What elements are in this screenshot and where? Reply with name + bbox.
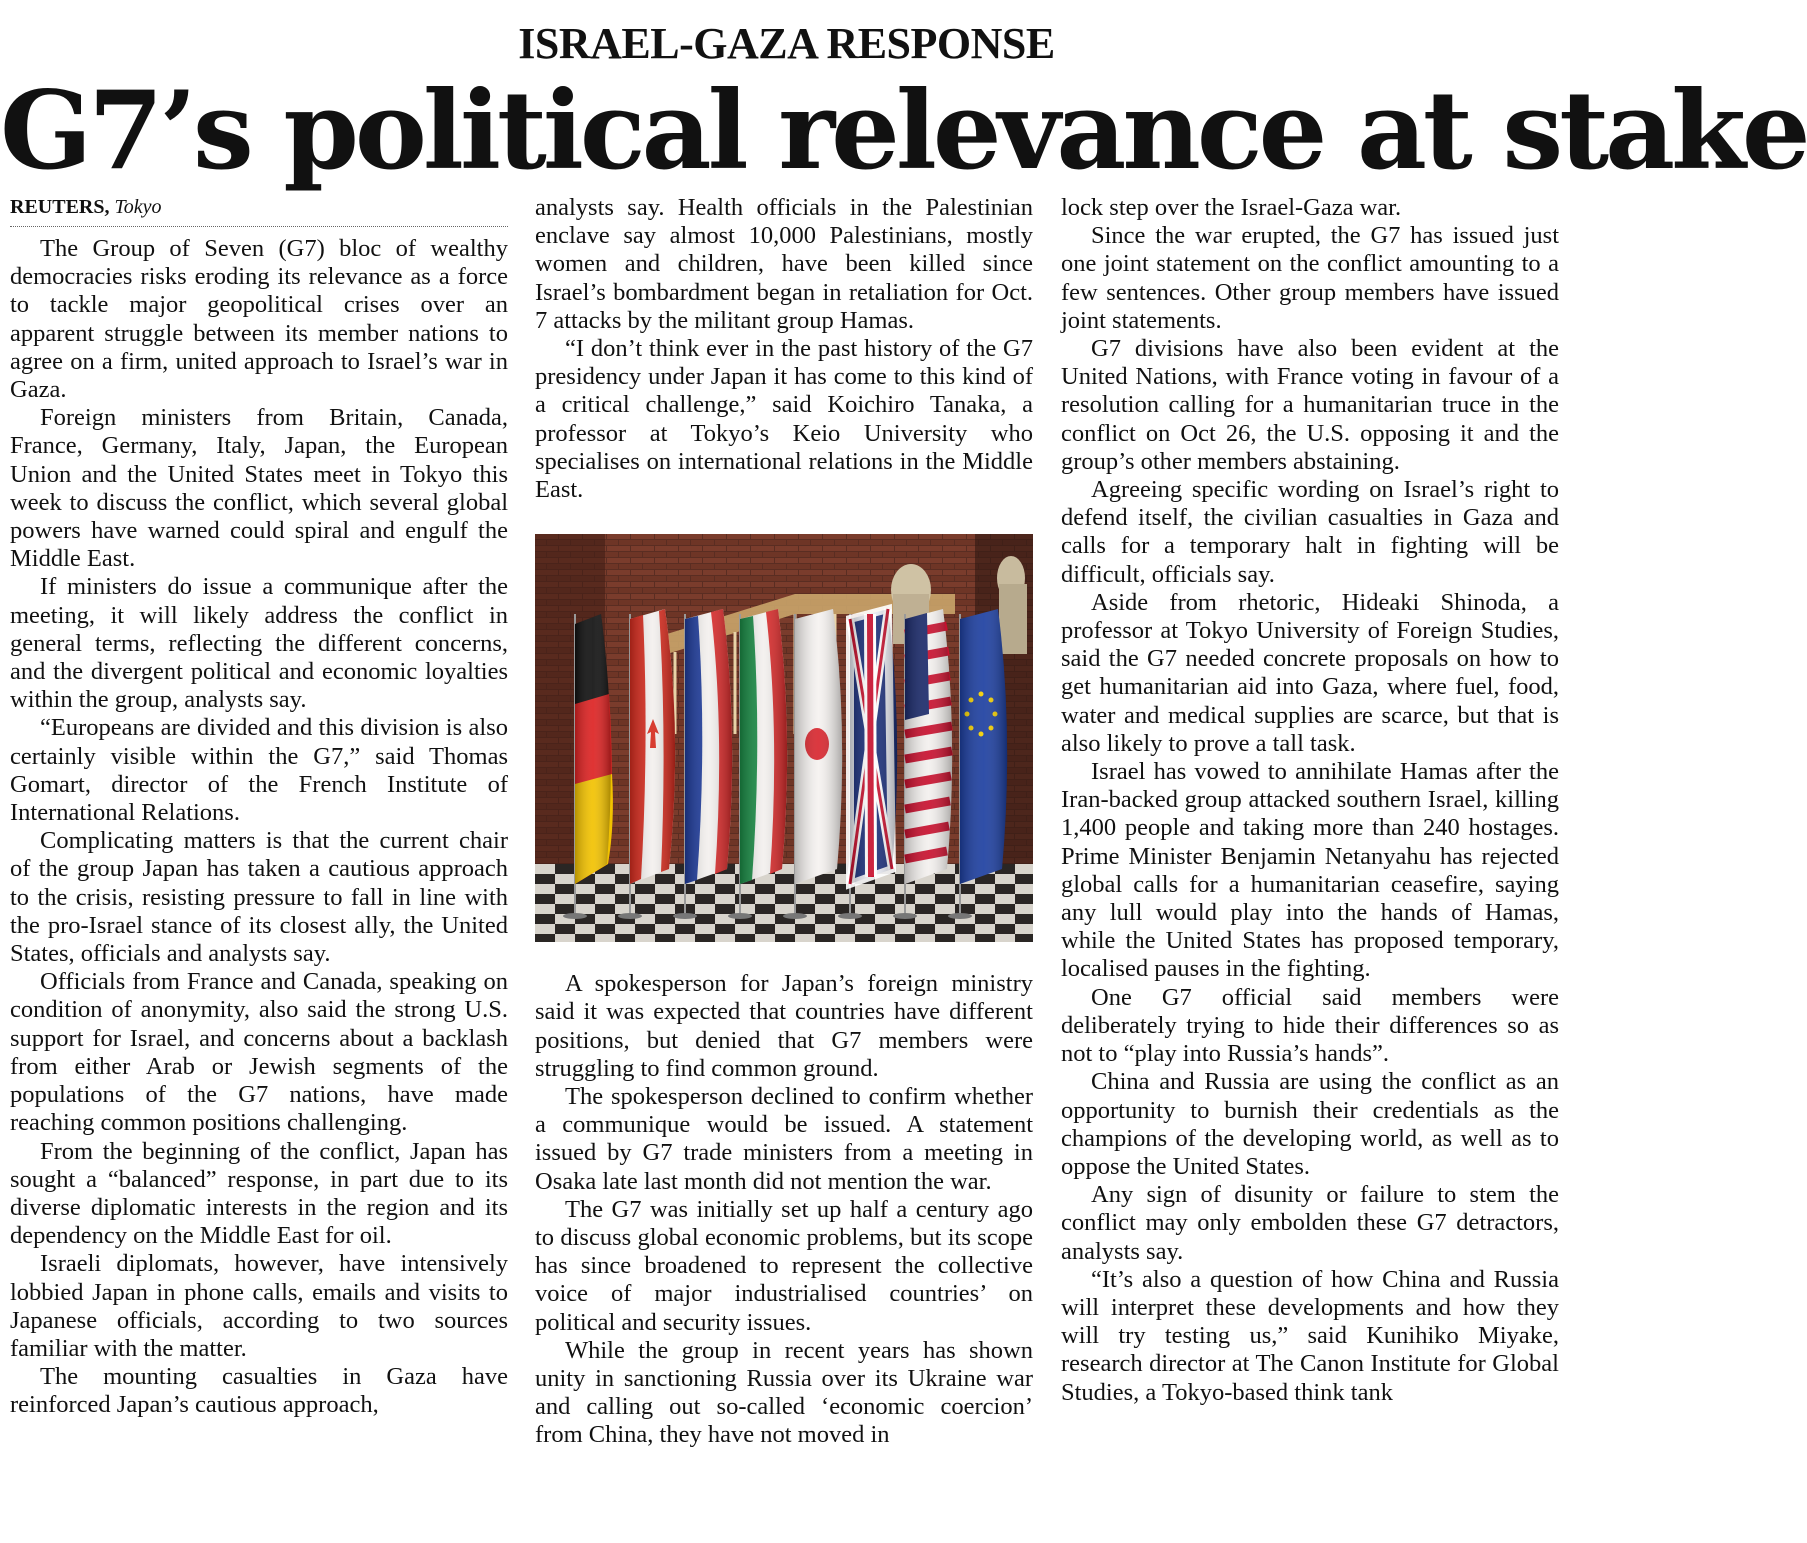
paragraph: Since the war erupted, the G7 has issued just one joint statement on the conflict amounting to a few sentences. Other group members have issued joint statements. (1061, 222, 1559, 334)
paragraph: Israeli diplomats, however, have intensively lobbied Japan in phone calls, emails and visits to Japanese officials, according to two sources familiar with the matter. (10, 1250, 508, 1362)
paragraph: Israel has vowed to annihilate Hamas after the Iran-backed group attacked southern Israel, killing 1,400 people and taking more than 240 hostages. Prime Minister Benjamin Netanyahu has rejected global calls for a humanitarian ceasefire, saying any lull would play into the hands of Hamas, while the United States has proposed temporary, localised pauses in the fighting. (1061, 758, 1559, 983)
paragraph: The G7 was initially set up half a century ago to discuss global economic problems, but its scope has since broadened to represent the collective voice of major industrialised countries’ on political and security issues. (535, 1195, 1033, 1336)
paragraph: A spokesperson for Japan’s foreign ministry said it was expected that countries have different positions, but denied that G7 members were struggling to find common ground. (535, 970, 1033, 1082)
paragraph: “It’s also a question of how China and Russia will interpret these developments and how they will try testing us,” said Kunihiko Miyake, research director at The Canon Institute for Global Studies, a Tokyo-based think tank (1061, 1265, 1559, 1406)
article-column-2 (535, 194, 1033, 1539)
article-column-1 (10, 194, 508, 1539)
paragraph: Officials from France and Canada, speaking on condition of anonymity, also said the strong U.S. support for Israel, and concerns about a backlash from either Arab or Jewish segments of the populations of the G7 nations, have made reaching common positions challenging. (10, 968, 508, 1137)
paragraph: From the beginning of the conflict, Japan has sought a “balanced” response, in part due to its diverse diplomatic interests in the region and its dependency on the Middle East for oil. (10, 1137, 508, 1250)
byline (10, 194, 508, 227)
paragraph: While the group in recent years has shown unity in sanctioning Russia over its Ukraine war and calling out so-called ‘economic coercion’ from China, they have not moved in (535, 1336, 1033, 1449)
section-kicker: ISRAEL-GAZA RESPONSE (518, 19, 1055, 68)
paragraph: analysts say. Health officials in the Palestinian enclave say almost 10,000 Palestinians, mostly women and children, have been killed since Israel’s bombardment began in retaliation for Oct. 7 attacks by the militant group Hamas. (535, 194, 1033, 334)
paragraph: G7 divisions have also been evident at the United Nations, with France voting in favour of a resolution calling for a humanitarian truce in the conflict on Oct 26, the U.S. opposing it and the group’s other members abstaining. (1061, 335, 1559, 475)
paragraph: Agreeing specific wording on Israel’s right to defend itself, the civilian casualties in Gaza and calls for a temporary halt in fighting will be difficult, officials say. (1061, 476, 1559, 588)
g7-flags-photo (535, 534, 1033, 942)
paragraph: The spokesperson declined to confirm whether a communique would be issued. A statement issued by G7 trade ministers from a meeting in Osaka late last month did not mention the war. (535, 1083, 1033, 1195)
headline: G7’s political relevance at stake (0, 68, 1807, 194)
byline-agency: REUTERS, (10, 196, 110, 218)
paragraph: Complicating matters is that the current chair of the group Japan has taken a cautious approach to the crisis, resisting pressure to fall in line with the pro-Israel stance of its closest ally, the United States, officials and analysts say. (10, 827, 508, 968)
paragraph: “Europeans are divided and this division is also certainly visible within the G7,” said Thomas Gomart, director of the French Institute of International Relations. (10, 714, 508, 827)
byline-city: Tokyo (114, 196, 162, 218)
paragraph: If ministers do issue a communique after the meeting, it will likely address the conflict in general terms, reflecting the different concerns, and the divergent political and economic loyalties within the group, analysts say. (10, 573, 508, 714)
paragraph: The Group of Seven (G7) bloc of wealthy democracies risks eroding its relevance as a force to tackle major geopolitical crises over an apparent struggle between its member nations to agree on a firm, united approach to Israel’s war in Gaza. (10, 235, 508, 404)
paragraph: One G7 official said members were deliberately trying to hide their differences so as not to “play into Russia’s hands”. (1061, 983, 1559, 1068)
paragraph: lock step over the Israel-Gaza war. (1061, 194, 1402, 221)
article-column-3 (1061, 194, 1559, 1539)
paragraph: The mounting casualties in Gaza have reinforced Japan’s cautious approach, (10, 1363, 508, 1419)
paragraph: China and Russia are using the conflict as an opportunity to burnish their credentials as the champions of the developing world, as well as to oppose the United States. (1061, 1068, 1559, 1180)
paragraph: Aside from rhetoric, Hideaki Shinoda, a professor at Tokyo University of Foreign Studies, said the G7 needed concrete proposals on how to get humanitarian aid into Gaza, where fuel, food, water and medical supplies are scarce, but that is also likely to prove a tall task. (1061, 588, 1559, 757)
paragraph: “I don’t think ever in the past history of the G7 presidency under Japan it has come to this kind of a critical challenge,” said Koichiro Tanaka, a professor at Tokyo’s Keio University who specialises on international relations in the Middle East. (535, 335, 1033, 504)
paragraph: Any sign of disunity or failure to stem the conflict may only embolden these G7 detractors, analysts say. (1061, 1181, 1559, 1265)
paragraph: Foreign ministers from Britain, Canada, France, Germany, Italy, Japan, the European Union and the United States meet in Tokyo this week to discuss the conflict, which several global powers have warned could spiral and engulf the Middle East. (10, 404, 508, 573)
